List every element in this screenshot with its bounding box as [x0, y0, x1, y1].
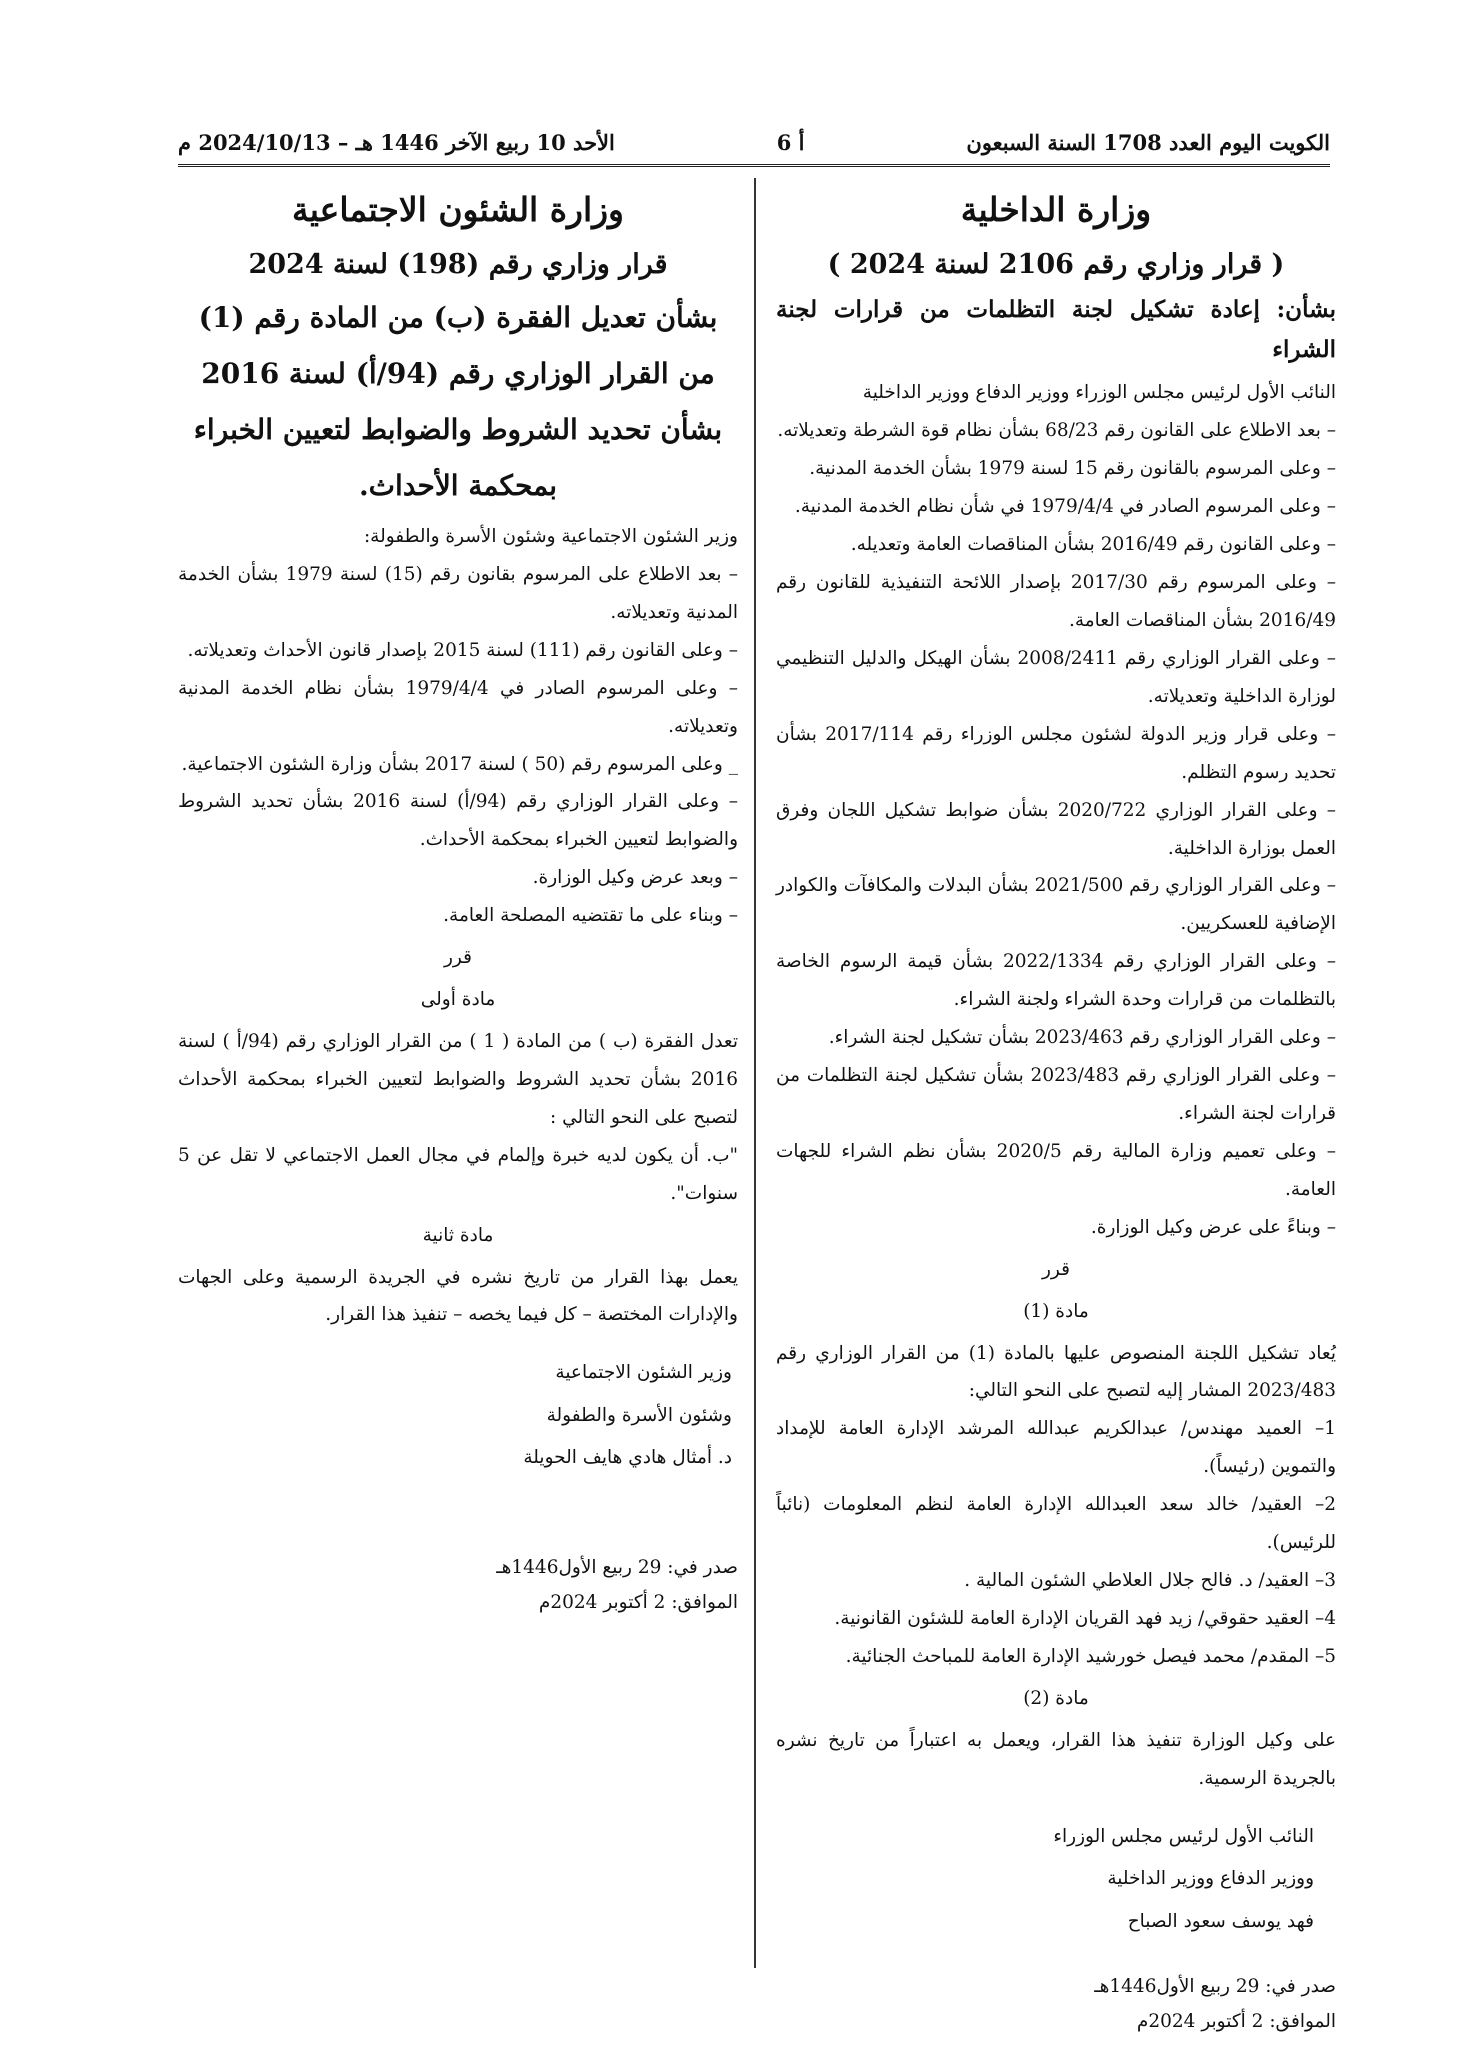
interior-ministry-column — [776, 178, 1336, 2040]
signature-line: النائب الأول لرئيس مجلس الوزراء — [1053, 1825, 1314, 1847]
preamble-item: – وبناء على ما تقتضيه المصلحة العامة. — [443, 905, 738, 927]
issue-date-block — [178, 1550, 738, 1620]
article-1-heading: مادة أولى — [420, 989, 496, 1011]
committee-member: 2– العقيد/ خالد سعد العبدالله الإدارة العامة لنظم المعلومات (نائباً للرئيس). — [776, 1494, 1336, 1554]
decided-heading: قرر — [444, 947, 472, 969]
signature-line: وشئون الأسرة والطفولة — [546, 1404, 732, 1426]
header-date: الأحد 10 ربيع الآخر 1446 هـ – 2024/10/13 م — [178, 129, 615, 155]
ministry-title: وزارة الشئون الاجتماعية — [292, 190, 624, 229]
article-1-quote: "ب. أن يكون لديه خبرة وإلمام في مجال العمل الاجتماعي لا تقل عن 5 سنوات". — [178, 1144, 738, 1204]
preamble-item: – وعلى القانون رقم (111) لسنة 2015 بإصدار قانون الأحداث وتعديلاته. — [187, 639, 738, 661]
issuer-line: وزير الشئون الاجتماعية وشئون الأسرة والطفولة: — [363, 525, 738, 547]
preamble-item: – وعلى القرار الوزاري رقم 2021/500 بشأن البدلات والمكافآت والكوادر الإضافية للعسكريين. — [776, 875, 1337, 935]
committee-member: 1– العميد مهندس/ عبدالكريم عبدالله المرشد الإدارة العامة للإمداد والتموين (رئيساً). — [776, 1418, 1336, 1478]
header-page-number: أ 6 — [776, 129, 805, 155]
signature-line: وزير الشئون الاجتماعية — [555, 1362, 732, 1384]
signature-line: ووزير الدفاع ووزير الداخلية — [1107, 1868, 1314, 1890]
decided-heading: قرر — [1042, 1258, 1070, 1280]
decision-title: قرار وزاري رقم (198) لسنة 2024 — [248, 248, 668, 280]
committee-member: 3– العقيد/ د. فالح جلال العلاطي الشئون المالية . — [964, 1570, 1336, 1592]
article-2-text: يعمل بهذا القرار من تاريخ نشره في الجريدة الرسمية وعلى الجهات والإدارات المختصة – كل فيما يخصه – تنفيذ هذا القرار. — [178, 1266, 738, 1326]
preamble-item: – وعلى القرار الوزاري رقم 2008/2411 بشأن الهيكل والدليل التنظيمي لوزارة الداخلية وتعديلاته. — [776, 647, 1337, 707]
committee-member: 5– المقدم/ محمد فيصل خورشيد الإدارة العامة للمباحث الجنائية. — [845, 1645, 1336, 1667]
corresponding-date: الموافق: 2 أكتوبر 2024م — [1136, 2011, 1336, 2033]
ministry-title: وزارة الداخلية — [960, 190, 1152, 229]
decision-title: ( قرار وزاري رقم 2106 لسنة 2024 ) — [827, 248, 1285, 280]
decision-subject: بشأن تعديل الفقرة (ب) من المادة رقم (1) من القرار الوزاري رقم (94/أ) لسنة 2016 بشأن تحديد الشروط والضوابط لتعيين الخبراء بمحكمة الأحداث. — [193, 300, 723, 502]
column-divider — [754, 178, 756, 1968]
preamble-item: – وبعد عرض وكيل الوزارة. — [532, 867, 738, 889]
preamble-item: – وعلى تعميم وزارة المالية رقم 2020/5 بشأن نظم الشراء للجهات العامة. — [776, 1140, 1336, 1200]
article-1-text: يُعاد تشكيل اللجنة المنصوص عليها بالمادة (1) من القرار الوزاري رقم 2023/483 المشار إليه لتصبح على النحو التالي: — [776, 1342, 1337, 1402]
article-2-heading: مادة ثانية — [422, 1224, 494, 1246]
preamble-item: – وعلى المرسوم رقم 2017/30 بإصدار اللائحة التنفيذية للقانون رقم 2016/49 بشأن المناقصات العامة. — [776, 572, 1336, 632]
preamble-item: – وعلى المرسوم بالقانون رقم 15 لسنة 1979 بشأن الخدمة المدنية. — [809, 458, 1336, 480]
issuer-line: النائب الأول لرئيس مجلس الوزراء ووزير الدفاع ووزير الداخلية — [862, 382, 1336, 404]
preamble-item: – بعد الاطلاع على المرسوم بقانون رقم (15) لسنة 1979 بشأن الخدمة المدنية وتعديلاته. — [178, 563, 738, 623]
decision-subject: بشأن: إعادة تشكيل لجنة التظلمات من قرارات لجنة الشراء — [776, 295, 1336, 364]
article-2-text: على وكيل الوزارة تنفيذ هذا القرار، ويعمل به اعتباراً من تاريخ نشره بالجريدة الرسمية. — [776, 1729, 1336, 1789]
issue-date-block — [776, 1969, 1336, 2039]
signature-block — [776, 1816, 1336, 1944]
signature-block — [178, 1352, 738, 1480]
issued-date: صدر في: 29 ربيع الأول1446هـ — [1094, 1976, 1336, 1998]
preamble-item: – وعلى القرار الوزاري 2020/722 بشأن ضوابط تشكيل اللجان وفرق العمل بوزارة الداخلية. — [776, 799, 1337, 859]
header-issue-info: الكويت اليوم العدد 1708 السنة السبعون — [966, 129, 1330, 155]
article-1-heading: مادة (1) — [1023, 1300, 1089, 1322]
issued-date: صدر في: 29 ربيع الأول1446هـ — [496, 1556, 738, 1578]
preamble-item: – وعلى القانون رقم 2016/49 بشأن المناقصات العامة وتعديله. — [850, 534, 1336, 556]
signature-name: د. أمثال هادي هايف الحويلة — [523, 1447, 732, 1469]
preamble-item: – وعلى القرار الوزاري رقم 2023/483 بشأن تشكيل لجنة التظلمات من قرارات لجنة الشراء. — [776, 1065, 1336, 1124]
preamble-item: – بعد الاطلاع على القانون رقم 68/23 بشأن نظام قوة الشرطة وتعديلاته. — [777, 420, 1336, 442]
article-1-text: تعدل الفقرة (ب ) من المادة ( 1 ) من القرار الوزاري رقم (94/أ ) لسنة 2016 بشأن تحديد الشروط والضوابط لتعيين الخبراء بمحكمة الأحداث لتصبح على النحو التالي : — [178, 1030, 738, 1128]
preamble-item: _ وعلى المرسوم رقم (50 ) لسنة 2017 بشأن وزارة الشئون الاجتماعية. — [181, 753, 738, 775]
preamble-item: – وعلى المرسوم الصادر في 1979/4/4 في شأن نظام الخدمة المدنية. — [794, 496, 1336, 518]
preamble-item: – وعلى المرسوم الصادر في 1979/4/4 بشأن نظام الخدمة المدنية وتعديلاته. — [178, 677, 738, 737]
social-affairs-ministry-column — [178, 178, 738, 1620]
preamble-item: – وعلى القرار الوزاري رقم 2023/463 بشأن تشكيل لجنة الشراء. — [828, 1027, 1336, 1049]
preamble-item: – وعلى القرار الوزاري رقم 2022/1334 بشأن قيمة الرسوم الخاصة بالتظلمات من قرارات وحدة الشراء ولجنة الشراء. — [776, 951, 1336, 1011]
preamble-item: – وعلى القرار الوزاري رقم (94/أ) لسنة 2016 بشأن تحديد الشروط والضوابط لتعيين الخبراء بمحكمة الأحداث. — [178, 791, 738, 851]
preamble-item: – وبناءً على عرض وكيل الوزارة. — [1090, 1216, 1336, 1238]
corresponding-date: الموافق: 2 أكتوبر 2024م — [538, 1592, 738, 1614]
signature-name: فهد يوسف سعود الصباح — [1127, 1910, 1314, 1932]
article-2-heading: مادة (2) — [1023, 1687, 1089, 1709]
committee-member: 4– العقيد حقوقي/ زيد فهد القريان الإدارة العامة للشئون القانونية. — [834, 1607, 1336, 1629]
page-header — [178, 120, 1330, 167]
preamble-item: – وعلى قرار وزير الدولة لشئون مجلس الوزراء رقم 2017/114 بشأن تحديد رسوم التظلم. — [776, 723, 1336, 783]
